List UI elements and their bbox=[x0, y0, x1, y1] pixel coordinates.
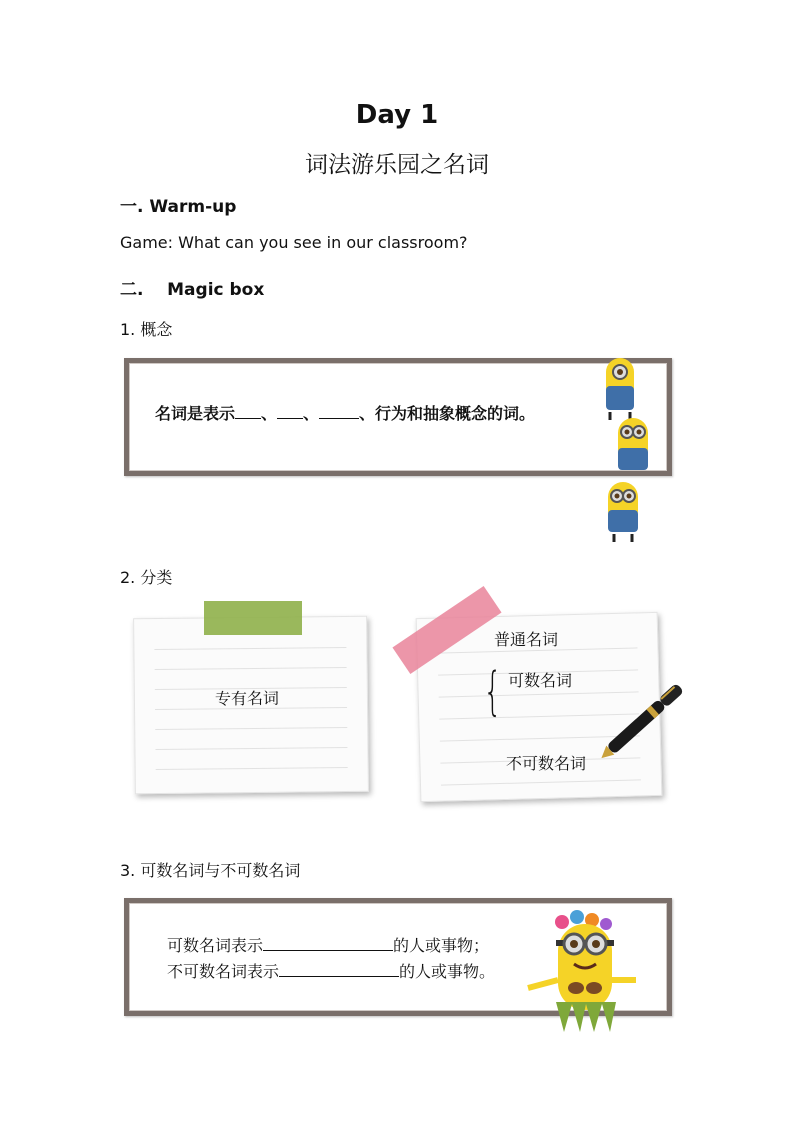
proper-noun-note bbox=[133, 616, 369, 794]
countable-line2-start: 不可数名词表示 bbox=[167, 962, 280, 981]
minions-illustration bbox=[596, 352, 656, 544]
uncountable-label: 不可数名词 bbox=[506, 754, 587, 773]
page-title: Day 1 bbox=[355, 100, 439, 130]
countable-line-1 bbox=[167, 933, 489, 956]
common-noun-label: 普通名词 bbox=[494, 630, 559, 649]
countable-line1-end: 的人或事物； bbox=[393, 936, 490, 955]
concept-blank-1[interactable] bbox=[235, 418, 261, 419]
concept-sep-2: 、 bbox=[303, 404, 320, 423]
pen-icon bbox=[596, 668, 696, 768]
countable-line2-end: 的人或事物。 bbox=[399, 962, 496, 981]
magic-box-heading: 二. Magic box bbox=[120, 280, 265, 300]
countable-line-2 bbox=[167, 959, 495, 982]
concept-blank-3[interactable] bbox=[319, 418, 359, 419]
concept-blank-2[interactable] bbox=[277, 418, 303, 419]
concept-board bbox=[124, 358, 672, 476]
minion-icon bbox=[606, 358, 634, 420]
countable-label: 可数名词 bbox=[508, 671, 573, 690]
classification-label: 2. 分类 bbox=[120, 568, 173, 587]
concept-label: 1. 概念 bbox=[120, 320, 173, 339]
proper-noun-label: 专有名词 bbox=[214, 688, 280, 709]
concept-sentence-start: 名词是表示 bbox=[155, 404, 236, 423]
page-subtitle: 词法游乐园之名词 bbox=[305, 152, 489, 178]
brace-icon: { bbox=[483, 662, 502, 722]
concept-sentence-end: 、行为和抽象概念的词。 bbox=[359, 404, 536, 423]
uncountable-blank[interactable] bbox=[279, 976, 399, 977]
game-text: Game: What can you see in our classroom? bbox=[120, 233, 468, 252]
warmup-heading: 一. Warm-up bbox=[120, 197, 237, 217]
hula-minion-icon bbox=[522, 908, 640, 1034]
green-tape bbox=[204, 601, 302, 635]
concept-sentence bbox=[155, 401, 535, 424]
countable-section-label: 3. 可数名词与不可数名词 bbox=[120, 861, 301, 880]
countable-blank[interactable] bbox=[263, 950, 393, 951]
concept-sep-1: 、 bbox=[261, 404, 278, 423]
minion-icon bbox=[618, 418, 648, 470]
countable-line1-start: 可数名词表示 bbox=[167, 936, 264, 955]
minion-icon bbox=[608, 482, 638, 542]
